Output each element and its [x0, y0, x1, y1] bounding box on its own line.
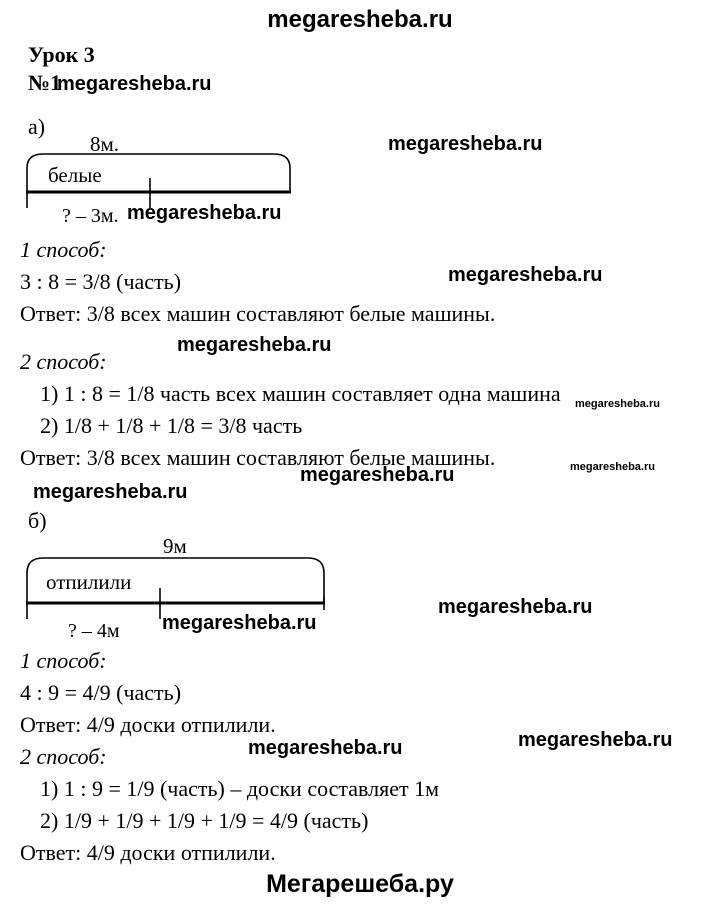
a-method1-answer: Ответ: 3/8 всех машин составляют белые машины. [20, 301, 496, 326]
diagram-b-total-label: 9м [163, 534, 187, 558]
watermark-small-1: megaresheba.ru [575, 398, 660, 410]
watermark-a-method1: megaresheba.ru [448, 264, 603, 286]
diagram-a-part-label: ? – 3м. [62, 205, 119, 227]
watermark-b-method2: megaresheba.ru [248, 737, 403, 759]
watermark-b-right: megaresheba.ru [438, 596, 593, 618]
b-method2-line2: 2) 1/9 + 1/9 + 1/9 + 1/9 = 4/9 (часть) [40, 808, 369, 833]
lesson-title: Урок 3 [28, 42, 95, 67]
watermark-task: megaresheba.ru [57, 73, 212, 95]
watermark-b-method2-right: megaresheba.ru [518, 729, 673, 751]
watermark-a-part: megaresheba.ru [127, 202, 282, 224]
a-method2-line1: 1) 1 : 8 = 1/8 часть всех машин составляет одна машина [40, 381, 561, 406]
watermark-b-part: megaresheba.ru [162, 612, 317, 634]
watermark-mid-1: megaresheba.ru [300, 464, 455, 486]
diagram-b-part-label: ? – 4м [68, 620, 120, 642]
watermark-a-mid: megaresheba.ru [177, 334, 332, 356]
b-method1-answer: Ответ: 4/9 доски отпилили. [20, 712, 276, 737]
section-b-label: б) [28, 508, 47, 533]
b-method2-line1: 1) 1 : 9 = 1/9 (часть) – доски составляет 1м [40, 776, 440, 801]
watermark-small-2: megaresheba.ru [570, 461, 655, 473]
a-method2-answer: Ответ: 3/8 всех машин составляют белые машины. [20, 445, 496, 470]
b-method2-answer: Ответ: 4/9 доски отпилили. [20, 840, 276, 865]
diagram-a-inner-label: белые [48, 163, 102, 187]
section-a-label: а) [28, 114, 46, 139]
footer-site-name: Мегарешеба.ру [266, 870, 454, 898]
watermark-top: megaresheba.ru [267, 6, 453, 33]
a-method2-title: 2 способ: [20, 349, 107, 374]
diagram-a-total-label: 8м. [90, 132, 120, 156]
a-method2-line2: 2) 1/8 + 1/8 + 1/8 = 3/8 часть [40, 413, 303, 438]
b-method1-title: 1 способ: [20, 648, 107, 673]
a-method1-line: 3 : 8 = 3/8 (часть) [20, 269, 182, 294]
a-method1-title: 1 способ: [20, 237, 107, 262]
task-number: №1 [28, 70, 62, 95]
watermark-a-right: megaresheba.ru [388, 133, 543, 155]
b-method2-title: 2 способ: [20, 744, 107, 769]
diagram-b-inner-label: отпилили [46, 570, 132, 594]
watermark-mid-2: megaresheba.ru [33, 481, 188, 503]
b-method1-line: 4 : 9 = 4/9 (часть) [20, 680, 182, 705]
